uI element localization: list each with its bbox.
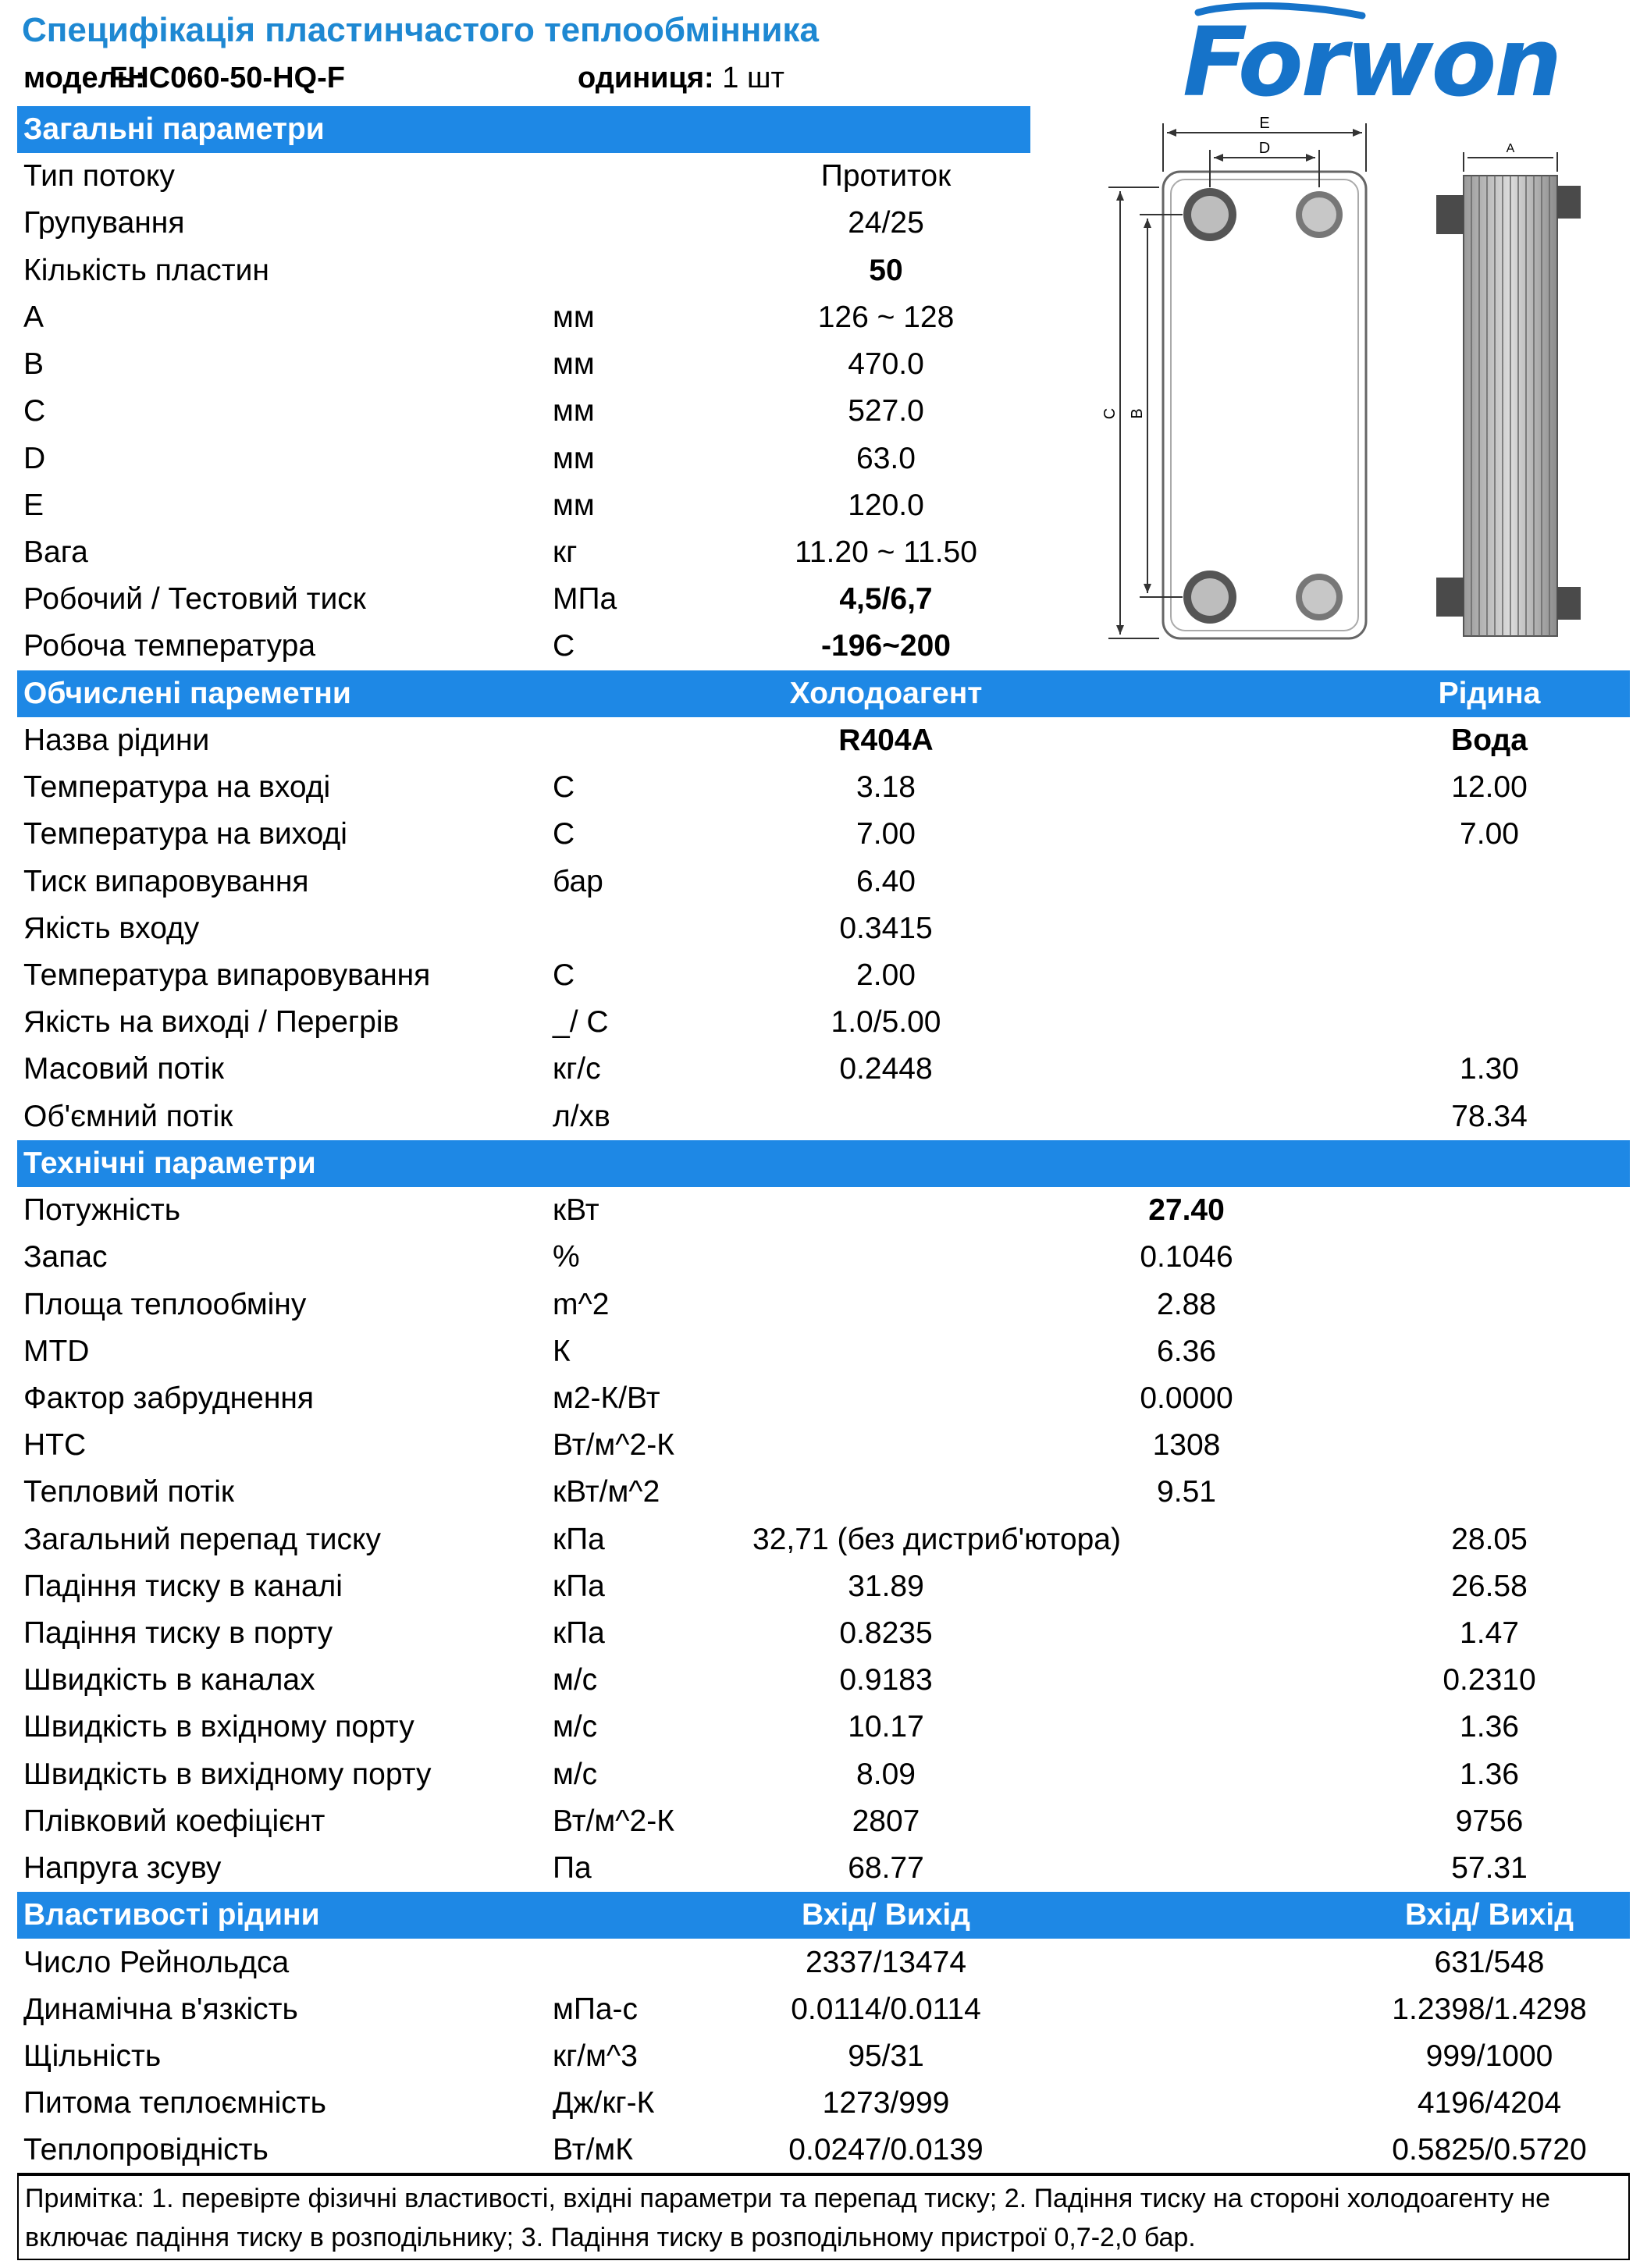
row-unit: м/с [553,1710,598,1744]
table-row [0,294,1640,341]
row-unit: кПа [553,1569,605,1603]
row-unit: Дж/кг-К [553,2086,655,2120]
row-fluid-value: 78.34 [1451,1099,1528,1133]
row-label: Питома теплоємність [23,2086,326,2120]
row-fluid-value: 57.31 [1451,1851,1528,1886]
row-label: Назва рідини [23,723,210,757]
row-unit: МПа [553,582,617,617]
row-fluid-value: 1.36 [1460,1710,1519,1744]
row-unit: мм [553,394,595,428]
row-refrigerant-value: 31.89 [848,1569,924,1603]
row-fluid-value: 0.5825/0.5720 [1392,2133,1587,2167]
row-label: Швидкість в каналах [23,1663,315,1697]
row-label: Масовий потік [23,1052,224,1086]
column-refrigerant: Вхід/ Вихід [801,1898,971,1932]
row-unit: Вт/м^2-К [553,1804,674,1838]
row-unit: С [553,770,575,805]
table-row [0,1469,1640,1516]
row-label: Робочий / Тестовий тиск [23,582,366,617]
row-refrigerant-value: 2.00 [856,958,916,992]
section-title: Загальні параметри [23,112,325,146]
table-row [0,247,1640,294]
table-row [0,435,1640,482]
table-row [0,1046,1640,1093]
row-unit: _/ С [553,1005,609,1040]
row-unit: кВт/м^2 [553,1475,660,1509]
table-row [0,623,1640,670]
dim-label-a: A [1506,142,1515,155]
table-row [0,1093,1640,1140]
row-value: 1308 [1152,1428,1221,1463]
table-row [0,1234,1640,1281]
table-row [0,153,1640,200]
section-title: Технічні параметри [23,1146,316,1180]
row-label: E [23,488,44,522]
row-unit: м/с [553,1757,598,1791]
row-label: C [23,394,46,428]
row-fluid-value: 28.05 [1451,1522,1528,1556]
column-fluid: Вхід/ Вихід [1404,1898,1574,1932]
section-header-calculated [17,670,1630,717]
table-row [0,388,1640,435]
row-label: MTD [23,1334,90,1368]
row-label: Групування [23,206,185,240]
table-row [0,1939,1640,1986]
model-value: FHC060-50-HQ-F [109,62,345,94]
row-label: D [23,441,46,475]
row-unit: m^2 [553,1287,610,1321]
row-fluid-value: 1.30 [1460,1052,1519,1086]
row-refrigerant-value: 68.77 [848,1851,924,1886]
row-label: Тип потоку [23,159,175,194]
row-label: Число Рейнольдса [23,1945,290,1979]
row-refrigerant-value: 0.2448 [839,1052,933,1086]
table-row [0,341,1640,388]
table-row [0,1328,1640,1375]
forwon-logo [1183,2,1581,119]
row-label: Швидкість в вихідному порту [23,1757,432,1791]
row-refrigerant-value: 7.00 [856,817,916,851]
unit-group [578,56,784,100]
dim-label-d: D [1258,140,1271,157]
row-label: Температура на виході [23,817,347,851]
row-refrigerant-value: 32,71 (без дистриб'ютора) [752,1522,1121,1556]
row-value: 4,5/6,7 [839,582,933,617]
table-row [0,200,1640,247]
row-value: 0.1046 [1140,1240,1233,1274]
row-value: 9.51 [1157,1475,1216,1509]
model-label: модель: [23,62,145,94]
row-unit: л/хв [553,1099,610,1133]
table-row [0,1610,1640,1657]
table-row [0,1282,1640,1328]
table-row [0,811,1640,858]
row-label: Щільність [23,2039,162,2074]
row-fluid-value: 631/548 [1434,1945,1545,1979]
model-line [23,56,1030,100]
table-row [0,2127,1640,2174]
row-label: Потужність [23,1193,181,1228]
row-refrigerant-value: 10.17 [848,1710,924,1744]
row-label: Об'ємний потік [23,1099,233,1133]
table-row [0,858,1640,905]
row-label: Температура на вході [23,770,331,805]
row-value: Протиток [820,159,952,194]
table-row [0,1375,1640,1422]
row-unit: кПа [553,1616,605,1651]
unit-value: 1 шт [722,62,784,94]
row-value: 2.88 [1157,1287,1216,1321]
row-label: Динамічна в'язкість [23,1992,298,2026]
table-row [0,905,1640,952]
row-refrigerant-value: R404A [838,723,934,757]
row-label: HTC [23,1428,87,1463]
row-label: Падіння тиску в порту [23,1616,333,1651]
row-unit: мм [553,347,595,382]
row-unit: м/с [553,1663,598,1697]
table-row [0,1704,1640,1751]
row-label: Кількість пластин [23,253,269,287]
row-unit: мм [553,488,595,522]
row-value: 11.20 ~ 11.50 [795,535,977,569]
row-value: 527.0 [848,394,924,428]
row-label: Тепловий потік [23,1475,234,1509]
table-row [0,1516,1640,1563]
row-label: Фактор забруднення [23,1381,315,1415]
table-row [0,1187,1640,1234]
table-row [0,999,1640,1046]
row-value: 24/25 [848,206,924,240]
row-refrigerant-value: 1273/999 [822,2086,950,2120]
row-label: Загальний перепад тиску [23,1522,382,1556]
table-row [0,1845,1640,1892]
document-title: Специфікація пластинчастого теплообмінника [22,11,819,49]
row-refrigerant-value: 2807 [852,1804,920,1838]
row-refrigerant-value: 0.9183 [839,1663,933,1697]
row-unit: кг/м^3 [553,2039,638,2074]
row-value: 126 ~ 128 [817,300,955,334]
row-value: 63.0 [856,441,916,475]
row-fluid-value: 12.00 [1451,770,1528,805]
row-unit: К [553,1334,571,1368]
row-label: Запас [23,1240,108,1274]
row-fluid-value: 1.47 [1460,1616,1519,1651]
table-row [0,1657,1640,1704]
row-refrigerant-value: 0.0114/0.0114 [791,1992,981,2026]
table-row [0,2033,1640,2080]
row-fluid-value: Вода [1451,723,1528,757]
dim-label-b: B [1129,408,1146,419]
table-row [0,717,1640,764]
row-label: Площа теплообміну [23,1287,307,1321]
row-unit: С [553,817,575,851]
row-value: 27.40 [1148,1193,1225,1228]
row-unit: кг [553,535,578,569]
table-row [0,576,1640,623]
row-unit: мПа-с [553,1992,639,2026]
row-label: Якість на виході / Перегрів [23,1005,400,1040]
table-row [0,1563,1640,1610]
section-header-general [17,106,1030,153]
row-label: Вага [23,535,88,569]
row-value: 470.0 [848,347,924,382]
row-value: 50 [869,253,903,287]
row-unit: С [553,629,575,663]
row-unit: Па [553,1851,592,1886]
row-value: -196~200 [821,629,951,663]
logo-text: Forwon [1183,7,1560,118]
row-unit: Вт/мК [553,2133,633,2167]
row-refrigerant-value: 0.8235 [839,1616,933,1651]
table-row [0,529,1640,576]
row-unit: кПа [553,1522,605,1556]
unit-label: одиниця: [578,62,714,94]
row-label: Швидкість в вхідному порту [23,1710,414,1744]
row-value: 120.0 [848,488,924,522]
row-refrigerant-value: 3.18 [856,770,916,805]
row-unit: С [553,958,575,992]
row-refrigerant-value: 8.09 [856,1757,916,1791]
row-refrigerant-value: 0.0247/0.0139 [788,2133,984,2167]
row-refrigerant-value: 1.0/5.00 [831,1005,941,1040]
row-fluid-value: 4196/4204 [1417,2086,1562,2120]
row-label: Робоча температура [23,629,316,663]
footnote: Примітка: 1. перевірте фізичні властивості, вхідні параметри та перепад тиску; 2. Падіння тиску на стороні холодоагенту не включає падіння тиску в розподільнику; 3. Падіння тиску в розподільному пристрої 0,7-2,0 бар. [17,2174,1630,2260]
row-label: Напруга зсуву [23,1851,222,1886]
row-label: A [23,300,44,334]
dim-label-e: E [1259,115,1270,132]
table-row [0,482,1640,529]
row-fluid-value: 1.36 [1460,1757,1519,1791]
row-refrigerant-value: 2337/13474 [805,1945,967,1979]
table-row [0,1798,1640,1845]
row-label: Падіння тиску в каналі [23,1569,343,1603]
row-fluid-value: 9756 [1455,1804,1524,1838]
dim-label-c: C [1101,407,1119,420]
table-row [0,952,1640,999]
table-row [0,1751,1640,1798]
row-label: Теплопровідність [23,2133,269,2167]
row-unit: Вт/м^2-К [553,1428,674,1463]
row-unit: кг/с [553,1052,601,1086]
row-label: B [23,347,44,382]
row-refrigerant-value: 0.3415 [839,911,933,945]
section-header-properties [17,1892,1630,1939]
row-unit: кВт [553,1193,599,1228]
section-title: Обчислені пареметни [23,676,351,710]
row-label: Тиск випаровування [23,864,309,898]
row-unit: мм [553,441,595,475]
row-fluid-value: 999/1000 [1425,2039,1553,2074]
table-row [0,2080,1640,2127]
row-label: Якість входу [23,911,200,945]
section-title: Властивості рідини [23,1898,320,1932]
row-unit: мм [553,300,595,334]
row-label: Плівковий коефіцієнт [23,1804,326,1838]
row-fluid-value: 1.2398/1.4298 [1392,1992,1587,2026]
table-row [0,1986,1640,2033]
row-refrigerant-value: 95/31 [848,2039,924,2074]
row-value: 6.36 [1157,1334,1216,1368]
row-unit: м2-К/Вт [553,1381,660,1415]
row-fluid-value: 0.2310 [1443,1663,1536,1697]
row-label: Температура випаровування [23,958,431,992]
row-value: 0.0000 [1140,1381,1233,1415]
column-fluid: Рідина [1438,676,1541,710]
table-row [0,1422,1640,1469]
row-refrigerant-value: 6.40 [856,864,916,898]
row-fluid-value: 7.00 [1460,817,1519,851]
row-unit: % [553,1240,580,1274]
table-row [0,764,1640,811]
column-refrigerant: Холодоагент [789,676,983,710]
row-unit: бар [553,864,603,898]
section-header-technical [17,1140,1630,1187]
row-fluid-value: 26.58 [1451,1569,1528,1603]
